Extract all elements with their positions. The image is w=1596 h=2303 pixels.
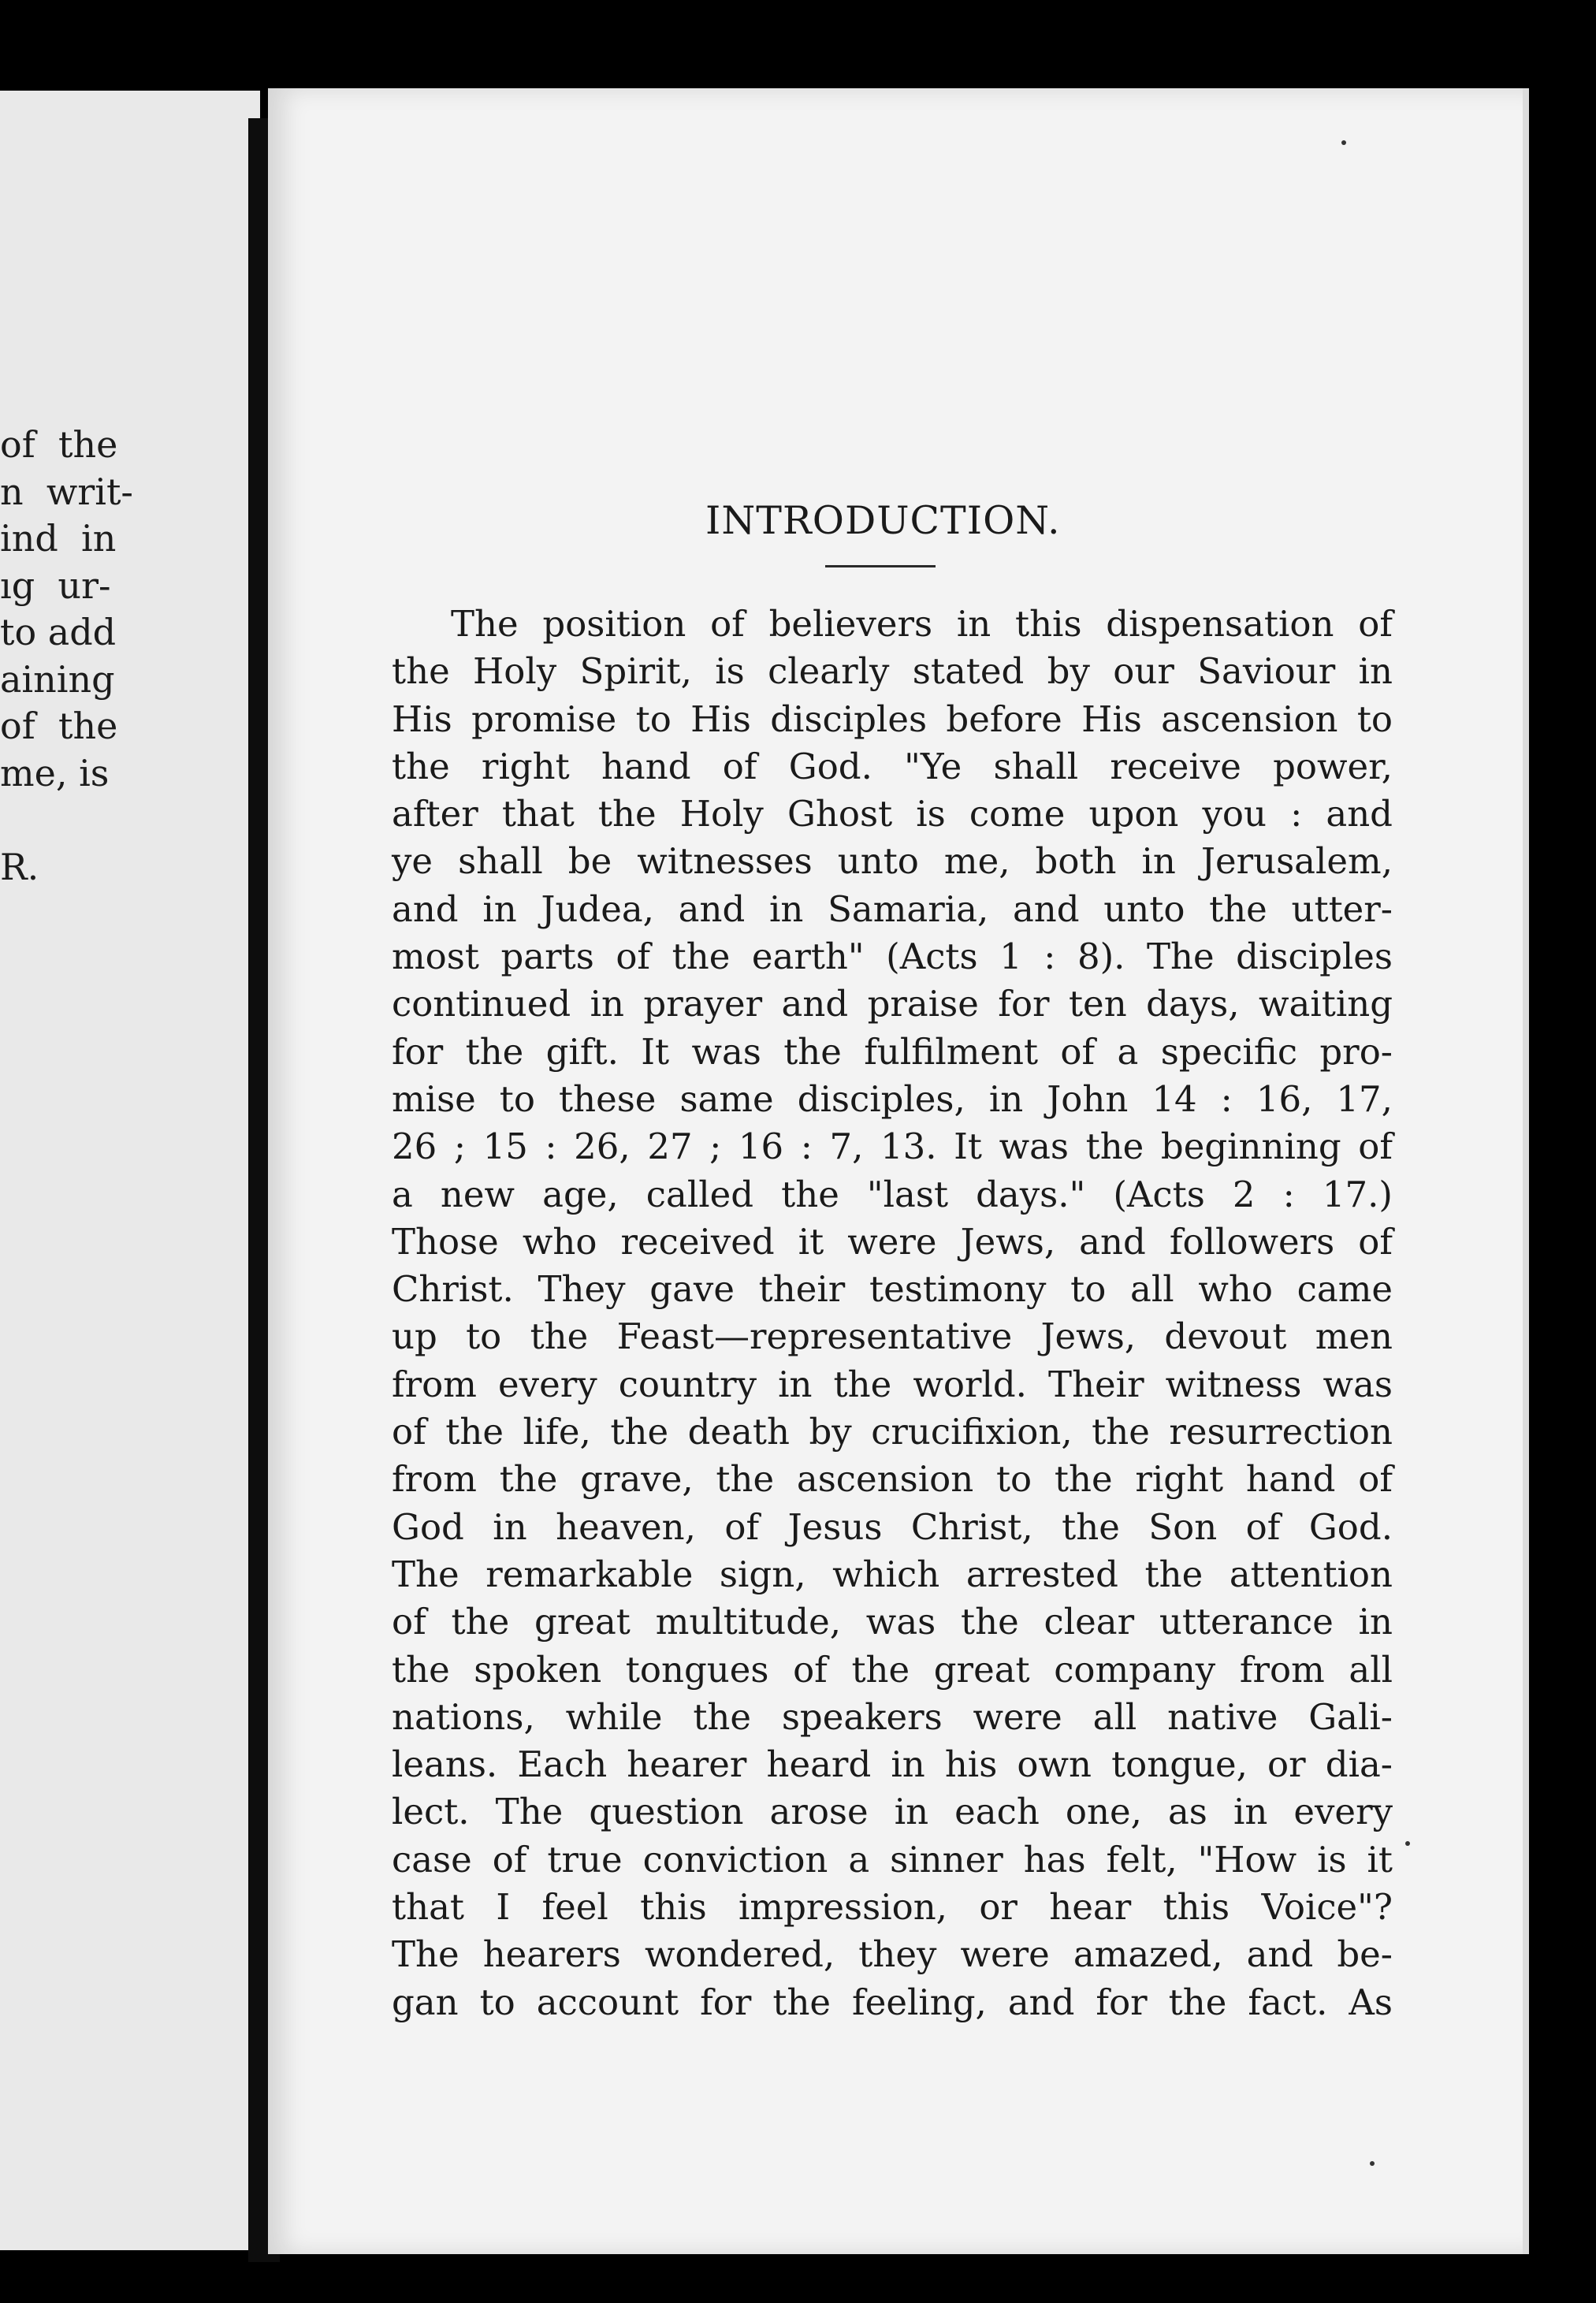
body-line: The hearers wondered, they were amazed, and be- [392,1933,1393,1976]
left-page-line: of the [0,705,118,747]
body-line: after that the Holy Ghost is come upon you : and [392,793,1393,835]
left-page-text [0,422,133,891]
left-page-line: of the [0,423,118,466]
body-line: His promise to His disciples before His ascension to [392,698,1393,740]
paper-speck [1341,140,1346,145]
body-line: God in heaven, of Jesus Christ, the Son of God. [392,1505,1393,1548]
body-line: the Holy Spirit, is clearly stated by our Saviour in [392,650,1393,693]
left-page-line: R. [0,845,39,888]
paper-speck [1405,1841,1410,1846]
left-page-line: me, is [0,751,110,794]
body-line: for the gift. It was the fulfilment of a specific pro- [392,1030,1393,1073]
body-line: leans. Each hearer heard in his own tongue, or dia- [392,1743,1393,1786]
body-line: of the great multitude, was the clear utterance in [392,1601,1393,1643]
body-line: and in Judea, and in Samaria, and unto the utter- [392,887,1393,930]
page-edge [1523,88,1529,2254]
title-rule [825,565,936,567]
body-line: 26 ; 15 : 26, 27 ; 16 : 7, 13. It was the beginning of [392,1125,1393,1168]
body-line: gan to account for the feeling, and for the fact. As [392,1981,1393,2023]
body-line: most parts of the earth" (Acts 1 : 8). The disciples [392,936,1393,978]
left-page-line: ind in [0,517,117,560]
body-line: The position of believers in this dispensation of [451,603,1393,645]
body-line: Christ. They gave their testimony to all who came [392,1268,1393,1311]
body-line: from every country in the world. Their witness was [392,1363,1393,1405]
body-line: mise to these same disciples, in John 14 : 16, 17, [392,1077,1393,1120]
body-line: the spoken tongues of the great company from all [392,1648,1393,1691]
paper-speck [1370,2161,1375,2166]
body-line: nations, while the speakers were all native Gali- [392,1695,1393,1738]
page-title: INTRODUCTION. [705,498,1061,543]
body-line: up to the Feast—representative Jews, devout men [392,1315,1393,1358]
body-line: The remarkable sign, which arrested the attention [392,1553,1393,1595]
body-line: ye shall be witnesses unto me, both in Jerusalem, [392,840,1393,883]
body-text [392,601,1393,2026]
body-line: from the grave, the ascension to the right hand of [392,1458,1393,1501]
right-page [268,88,1529,2254]
left-page [0,91,260,2250]
body-line: of the life, the death by crucifixion, the resurrection [392,1411,1393,1453]
body-line: that I feel this impression, or hear this Voice"? [392,1886,1393,1929]
left-page-line [0,797,133,844]
left-page-line: ıg ur- [0,564,111,607]
left-page-line: n writ- [0,470,133,513]
body-line: continued in prayer and praise for ten days, waiting [392,983,1393,1025]
body-line: lect. The question arose in each one, as in every [392,1791,1393,1833]
body-line: case of true conviction a sinner has felt, "How is it [392,1838,1393,1881]
body-line: the right hand of God. "Ye shall receive power, [392,745,1393,787]
left-page-line: to add [0,611,117,653]
left-page-line: aining [0,657,115,701]
body-line: Those who received it were Jews, and followers of [392,1220,1393,1263]
body-line: a new age, called the "last days." (Acts 2 : 17.) [392,1173,1393,1215]
